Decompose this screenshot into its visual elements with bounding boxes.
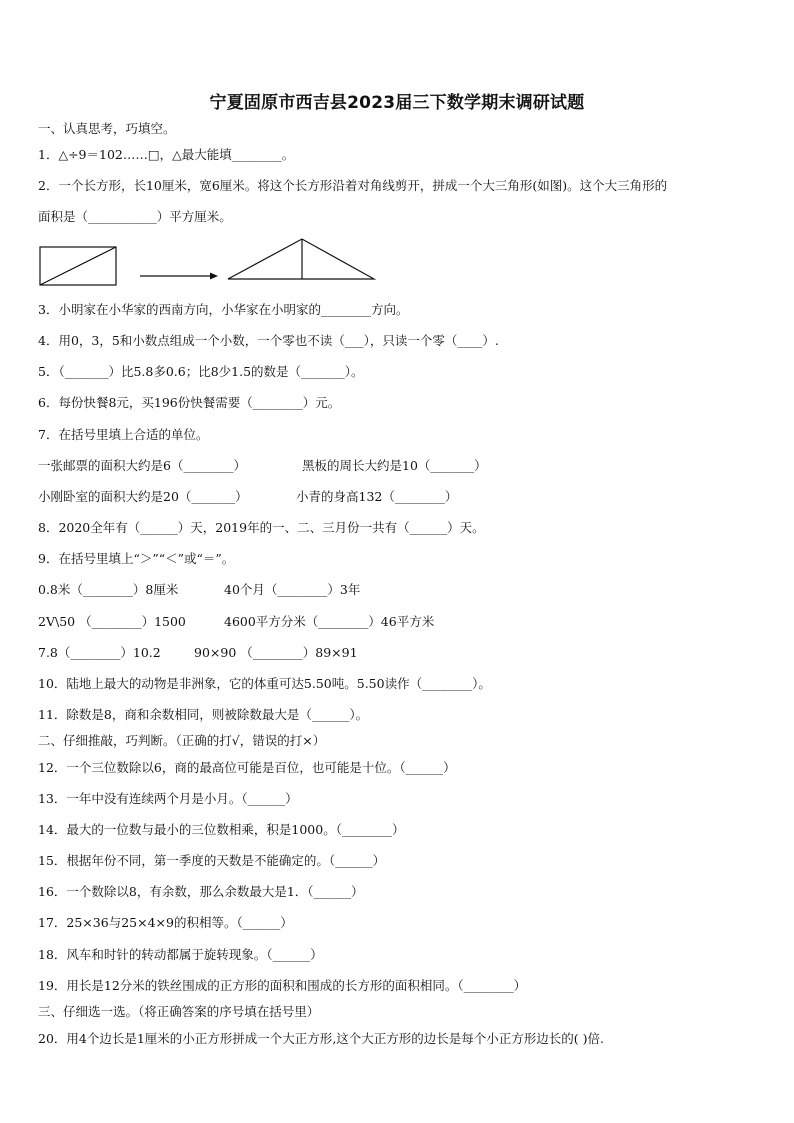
triangle-shape [228,239,374,279]
question-5: 5．（_______）比5.8多0.6；比8少1.5的数是（_______）。 [38,364,364,379]
question-18: 18．风车和时针的转动都属于旋转现象。（______） [38,947,323,962]
question-7-item-2: 黑板的周长大约是10（_______） [302,458,487,473]
question-3: 3．小明家在小华家的西南方向，小华家在小明家的________方向。 [38,302,409,317]
question-7: 7．在括号里填上合适的单位。 [38,427,209,442]
question-9-item-4: 4600平方分米（________）46平方米 [224,614,435,629]
section-1-heading: 一、认真思考，巧填空。 [38,121,176,136]
question-9-item-1: 0.8米（________）8厘米 [38,582,179,597]
question-9-item-2: 40个月（________）3年 [224,582,361,597]
question-15: 15．根据年份不同，第一季度的天数是不能确定的。（______） [38,853,386,868]
section-3-heading: 三、仔细选一选。（将正确答案的序号填在括号里） [38,1004,320,1019]
question-4: 4．用0，3，5和小数点组成一个小数，一个零也不读（___），只读一个零（____）. [38,333,499,348]
question-17: 17．25×36与25×4×9的积相等。（______） [38,915,293,930]
question-1: 1．△÷9＝102……□，△最大能填________。 [38,147,295,162]
question-9-item-6: 90×90 （________）89×91 [194,645,358,660]
question-14: 14．最大的一位数与最小的三位数相乘，积是1000。（________） [38,822,405,837]
question-19: 19．用长是12分米的铁丝围成的正方形的面积和围成的长方形的面积相同。（________） [38,978,527,993]
question-9-item-3: 2V\50 （________）1500 [38,614,186,629]
page-title: 宁夏固原市西吉县2023届三下数学期末调研试题 [209,93,585,113]
question-7-item-1: 一张邮票的面积大约是6（________） [38,458,246,473]
question-12: 12．一个三位数除以6，商的最高位可能是百位，也可能是十位。（______） [38,760,456,775]
question-8: 8．2020全年有（______）天，2019年的一、二、三月份一共有（______）天。 [38,520,485,535]
question-13: 13．一年中没有连续两个月是小月。（______） [38,791,298,806]
question-6: 6．每份快餐8元，买196份快餐需要（________）元。 [38,395,341,410]
question-9: 9．在括号里填上“＞”“＜”或“＝”。 [38,551,235,566]
arrow-head-icon [210,273,218,280]
question-11: 11．除数是8，商和余数相同，则被除数最大是（______）。 [38,707,369,722]
question-10: 10．陆地上最大的动物是非洲象，它的体重可达5.50吨。5.50读作（________）。 [38,676,491,691]
question-20: 20．用4个边长是1厘米的小正方形拼成一个大正方形,这个大正方形的边长是每个小正方形边长的( )倍. [38,1031,604,1046]
question-9-item-5: 7.8（________）10.2 [38,645,161,660]
section-2-heading: 二、仔细推敲，巧判断。（正确的打√，错误的打×） [38,733,326,748]
question-7-item-4: 小青的身高132（________） [296,489,458,504]
rectangle-to-triangle-figure [38,238,388,290]
question-2-line-1: 2．一个长方形，长10厘米，宽6厘米。将这个长方形沿着对角线剪开，拼成一个大三角形(如图)。这个大三角形的 [38,178,668,193]
diagonal-line [40,247,116,285]
question-7-item-3: 小刚卧室的面积大约是20（_______） [38,489,248,504]
question-16: 16．一个数除以8，有余数，那么余数最大是1．（______） [38,884,364,899]
question-2-line-2: 面积是（___________）平方厘米。 [38,209,232,224]
